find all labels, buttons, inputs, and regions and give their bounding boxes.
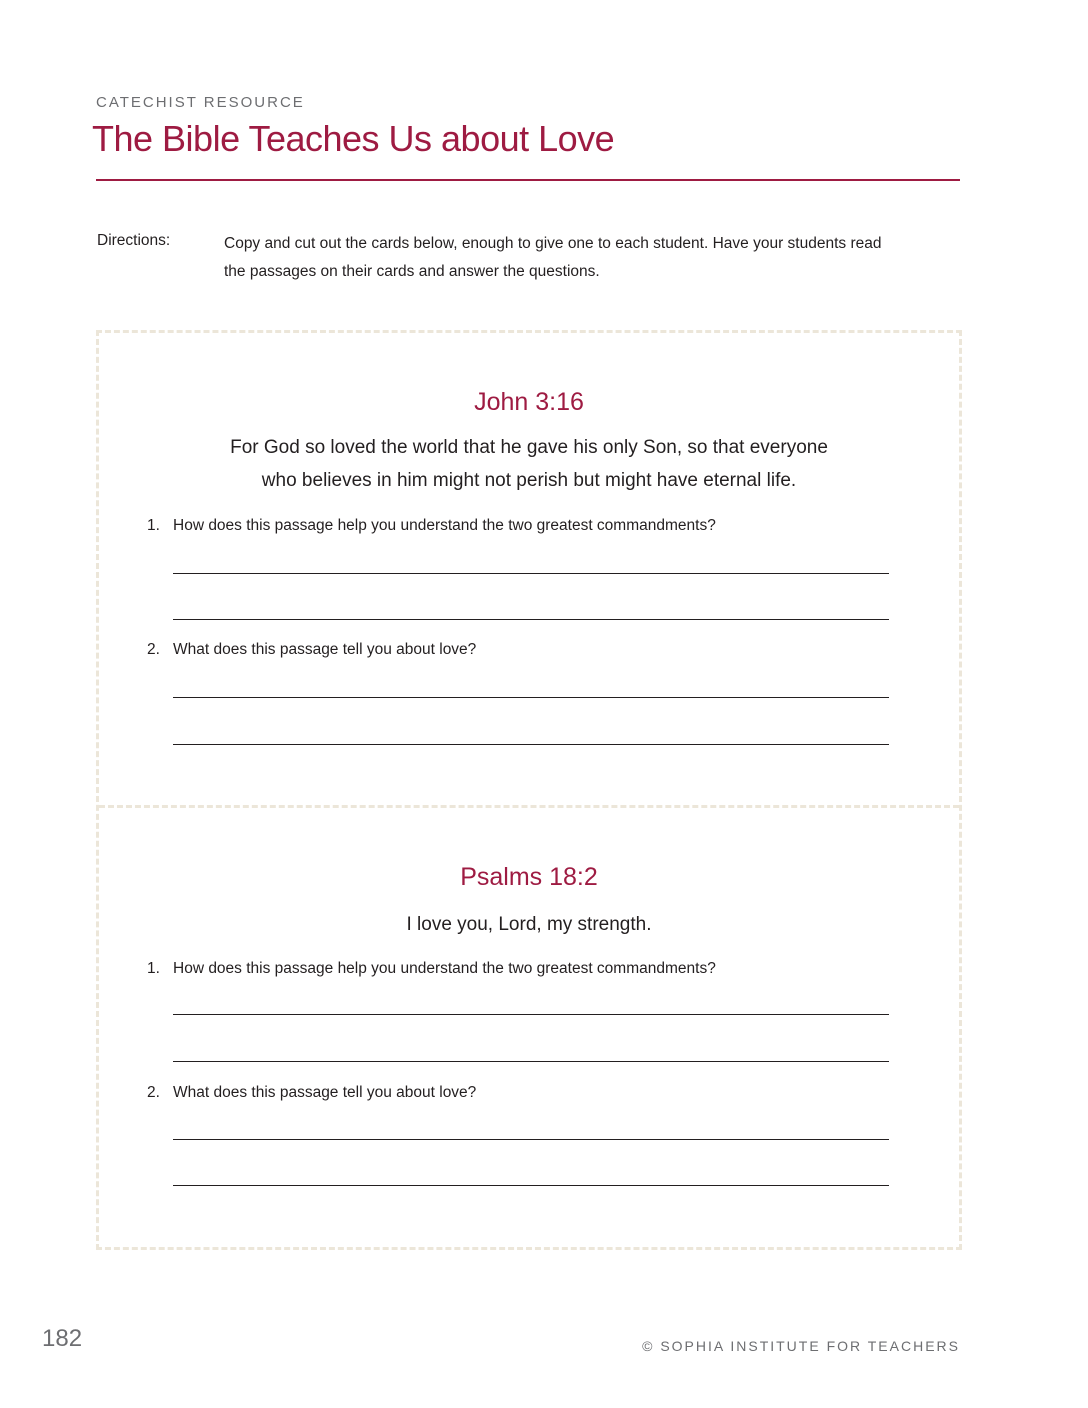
question-number: 2. [147,1084,160,1101]
question-number: 1. [147,517,160,534]
question-text: How does this passage help you understand the two greatest commandments? [173,960,716,977]
title-divider [96,179,960,181]
directions-text: Copy and cut out the cards below, enough to give one to each student. Have your students read the passages on their cards and answer the questions. [224,235,882,280]
page-title: The Bible Teaches Us about Love [92,118,615,159]
answer-line[interactable] [173,697,889,698]
answer-line[interactable] [173,1014,889,1015]
question-number: 2. [147,641,160,658]
question-number: 1. [147,960,160,977]
passage-line: who believes in him might not perish but might have eternal life. [261,470,797,491]
question-text: How does this passage help you understand the two greatest commandments? [173,517,716,534]
card-psalms [99,805,959,1250]
card-passage [99,908,959,941]
question-2 [147,1084,476,1102]
copyright-footer: © SOPHIA INSTITUTE FOR TEACHERS [642,1338,960,1354]
directions-label: Directions: [97,232,171,249]
passage-line: I love you, Lord, my strength. [406,914,652,935]
answer-line[interactable] [173,1185,889,1186]
card-passage [99,431,959,497]
answer-line[interactable] [173,1139,889,1140]
passage-line: For God so loved the world that he gave his only Son, so that everyone [230,437,828,458]
question-1 [147,960,716,978]
answer-line[interactable] [173,573,889,574]
card-reference: Psalms 18:2 [460,863,598,891]
question-text: What does this passage tell you about love? [173,641,477,658]
answer-line[interactable] [173,744,889,745]
eyebrow-label: CATECHIST RESOURCE [96,94,305,111]
question-1 [147,517,716,535]
cutout-cards [96,330,962,1250]
answer-line[interactable] [173,619,889,620]
question-text: What does this passage tell you about love? [173,1084,477,1101]
card-reference: John 3:16 [474,388,584,416]
answer-line[interactable] [173,1061,889,1062]
question-2 [147,641,476,659]
card-john [99,333,959,805]
page-number: 182 [42,1325,83,1352]
